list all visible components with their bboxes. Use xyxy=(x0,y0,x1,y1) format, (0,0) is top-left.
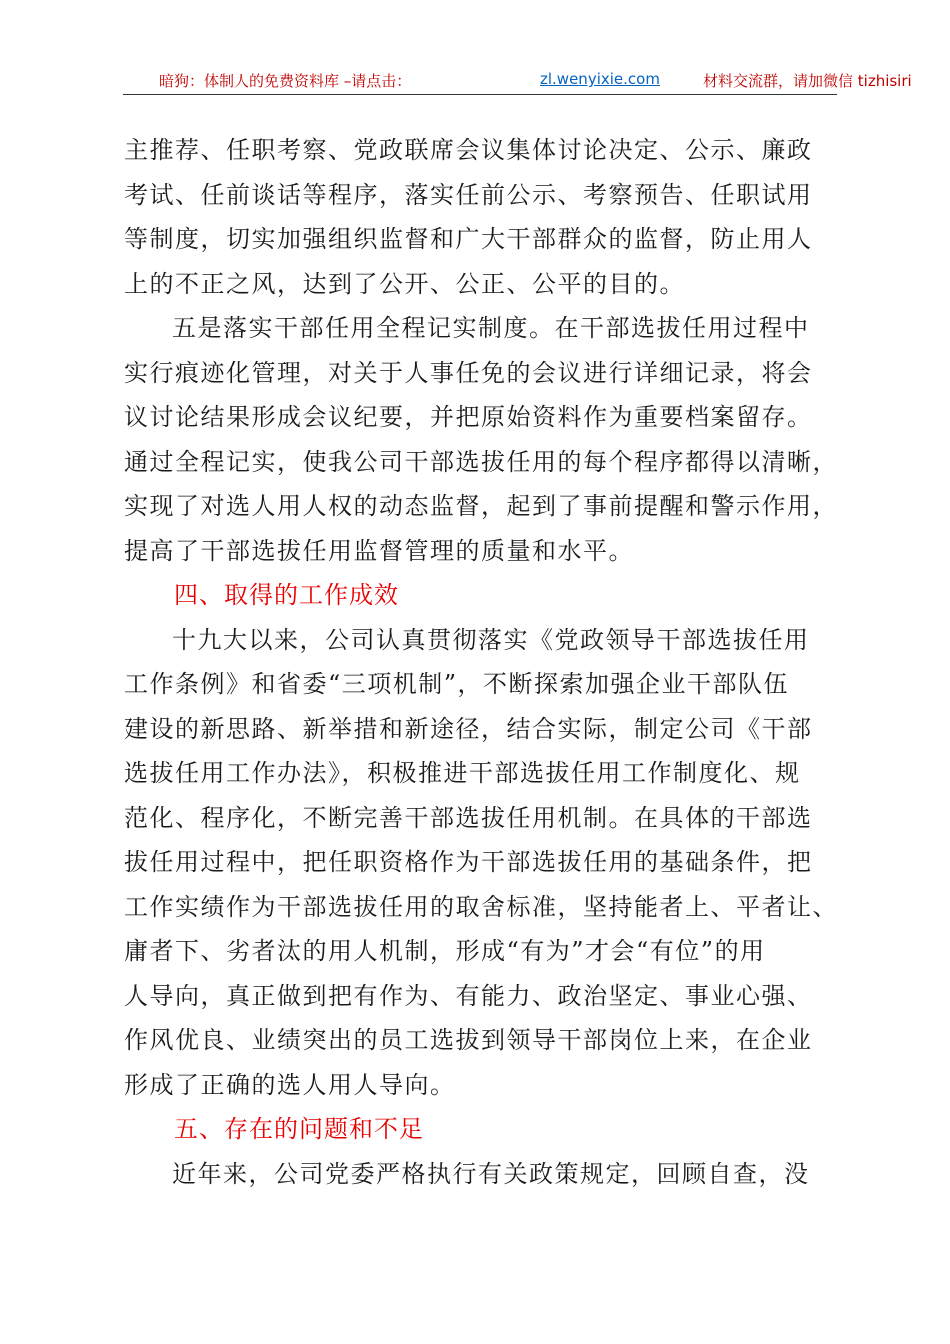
page-header xyxy=(123,66,912,95)
text-line: 五是落实干部任用全程记实制度。在干部选拔任用过程中 xyxy=(172,314,810,342)
text-line: 选拔任用工作办法》，积极推进干部选拔任用工作制度化、规 xyxy=(124,759,801,787)
text-line: 实行痕迹化管理，对关于人事任免的会议进行详细记录，将会 xyxy=(124,358,813,387)
text-line: 人导向，真正做到把有作为、有能力、政治坚定、事业心强、 xyxy=(124,981,813,1010)
text-line: 等制度，切实加强组织监督和广大干部群众的监督，防止用人 xyxy=(124,225,813,253)
paragraph-record-system xyxy=(124,306,836,573)
text-line: 考试、任前谈话等程序，落实任前公示、考察预告、任职试用 xyxy=(124,180,813,209)
text-line: 范化、程序化，不断完善干部选拔任用机制。在具体的干部选 xyxy=(124,803,813,832)
text-line: 工作条例》和省委“三项机制”，不断探索加强企业干部队伍 xyxy=(124,670,790,698)
text-line: 通过全程记实，使我公司干部选拔任用的每个程序都得以清晰， xyxy=(124,447,838,476)
text-line: 提高了干部选拔任用监督管理的质量和水平。 xyxy=(124,536,634,565)
section-heading-problems: 五、存在的问题和不足 xyxy=(174,1115,424,1143)
text-line: 建设的新思路、新举措和新途径，结合实际，制定公司《干部 xyxy=(124,714,813,743)
text-line: 主推荐、任职考察、党政联席会议集体讨论决定、公示、廉政 xyxy=(124,136,813,164)
text-line: 作风优良、业绩突出的员工选拔到领导干部岗位上来，在企业 xyxy=(124,1026,813,1054)
header-promo-text: 暗狗：体制人的免费资料库 –请点击： xyxy=(159,72,412,90)
text-line: 近年来，公司党委严格执行有关政策规定，回顾自查，没 xyxy=(172,1159,810,1188)
header-link[interactable]: zl.wenyixie.com xyxy=(540,70,660,88)
paragraph-problems xyxy=(124,1152,836,1197)
header-wechat-text: 材料交流群，请加微信 tizhisiri xyxy=(703,72,912,90)
text-line: 拔任用过程中，把任职资格作为干部选拔任用的基础条件，把 xyxy=(124,848,813,876)
text-line: 实现了对选人用人权的动态监督，起到了事前提醒和警示作用， xyxy=(124,492,838,520)
text-line: 上的不正之风，达到了公开、公正、公平的目的。 xyxy=(124,269,685,298)
paragraph-achievements xyxy=(124,618,836,1108)
document-body xyxy=(124,128,836,1196)
text-line: 十九大以来，公司认真贯彻落实《党政领导干部选拔任用 xyxy=(172,625,810,654)
text-line: 庸者下、劣者汰的用人机制，形成“有为”才会“有位”的用 xyxy=(124,937,766,965)
text-line: 工作实绩作为干部选拔任用的取舍标准，坚持能者上、平者让、 xyxy=(124,892,838,921)
text-line: 议讨论结果形成会议纪要，并把原始资料作为重要档案留存。 xyxy=(124,403,813,431)
paragraph-procedures xyxy=(124,128,836,306)
text-line: 形成了正确的选人用人导向。 xyxy=(124,1070,456,1099)
section-heading-achievements: 四、取得的工作成效 xyxy=(174,581,399,609)
